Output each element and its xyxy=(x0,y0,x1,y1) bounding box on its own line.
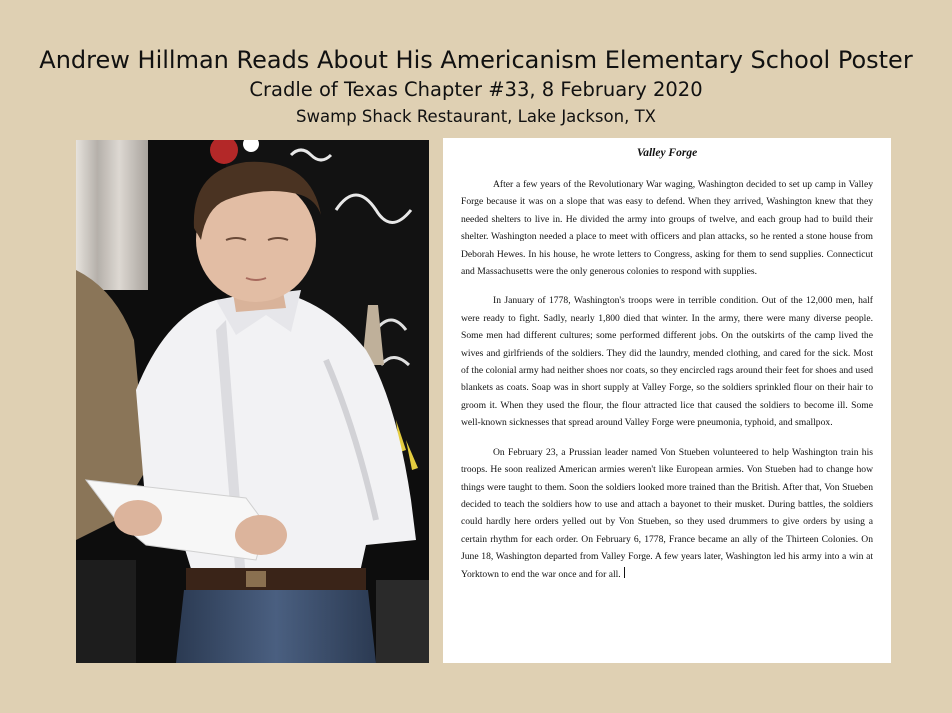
essay-body xyxy=(443,160,891,583)
essay-paragraph: After a few years of the Revolutionary War waging, Washington decided to set up camp in Valley Forge because it was on a slope that was easy to defend. When they arrived, Washington knew that they needed shelters to live in. He divided the army into groups of twelve, and each group had to build their shelter. Washington needed a place to meet with officers and plan attacks, so he rented a stone house from Deborah Hewes. In his house, he wrote letters to Congress, asking for them to send supplies. Connecticut and Massachusetts were the only generous colonies to respond with supplies. xyxy=(461,179,873,278)
page-title: Andrew Hillman Reads About His Americanism Elementary School Poster xyxy=(39,46,913,74)
header xyxy=(0,44,952,130)
photo-boy-reading xyxy=(76,140,429,663)
photo-illustration xyxy=(76,140,429,663)
venue-line: Swamp Shack Restaurant, Lake Jackson, TX xyxy=(296,107,656,126)
text-cursor-icon xyxy=(624,567,626,578)
page-subtitle: Cradle of Texas Chapter #33, 8 February 2020 xyxy=(249,78,703,101)
essay-paragraph: In January of 1778, Washington's troops were in terrible condition. Out of the 12,000 men, half were ready to fight. Sadly, nearly 1,800 died that winter. In the army, there were many diverse people. Some men had different cultures; some performed different jobs. On the outskirts of the camp lived the wives and girlfriends of the soldiers. They did the laundry, mended clothing, and cared for the sick. Most of the colonial army had neither shoes nor coats, so they encircled rags around their feet for shoes and used blankets as coats. Soap was in short supply at Valley Forge, so the soldiers sprinkled flour on their hair to groom it. When they used the flour, the flour attracted lice that caused the soldiers to become ill. Some well-known sicknesses that spread around Valley Forge were pneumonia, typhoid, and smallpox. xyxy=(461,295,873,429)
essay-document xyxy=(443,138,891,663)
essay-paragraph-text: On February 23, a Prussian leader named Von Stueben volunteered to help Washington train his troops. He soon realized American armies weren't like European armies. Von Stueben had to change how things were taught to them. Soon the soldiers looked more trained than the British. After that, Von Stueben decided to teach the soldiers how to use and attach a bayonet to their musket. During battles, the soldiers could hardly here orders yelled out by Von Stueben, so they used drummers to give orders by using a certain rhythm for each order. On February 6, 1778, France became an ally of the Thirteen Colonies. On June 18, Washington departed from Valley Forge. A few years later, Washington led his army into a win at Yorktown to end the war once and for all. xyxy=(461,446,873,580)
essay-title: Valley Forge xyxy=(636,147,698,159)
essay-paragraph xyxy=(461,444,873,583)
